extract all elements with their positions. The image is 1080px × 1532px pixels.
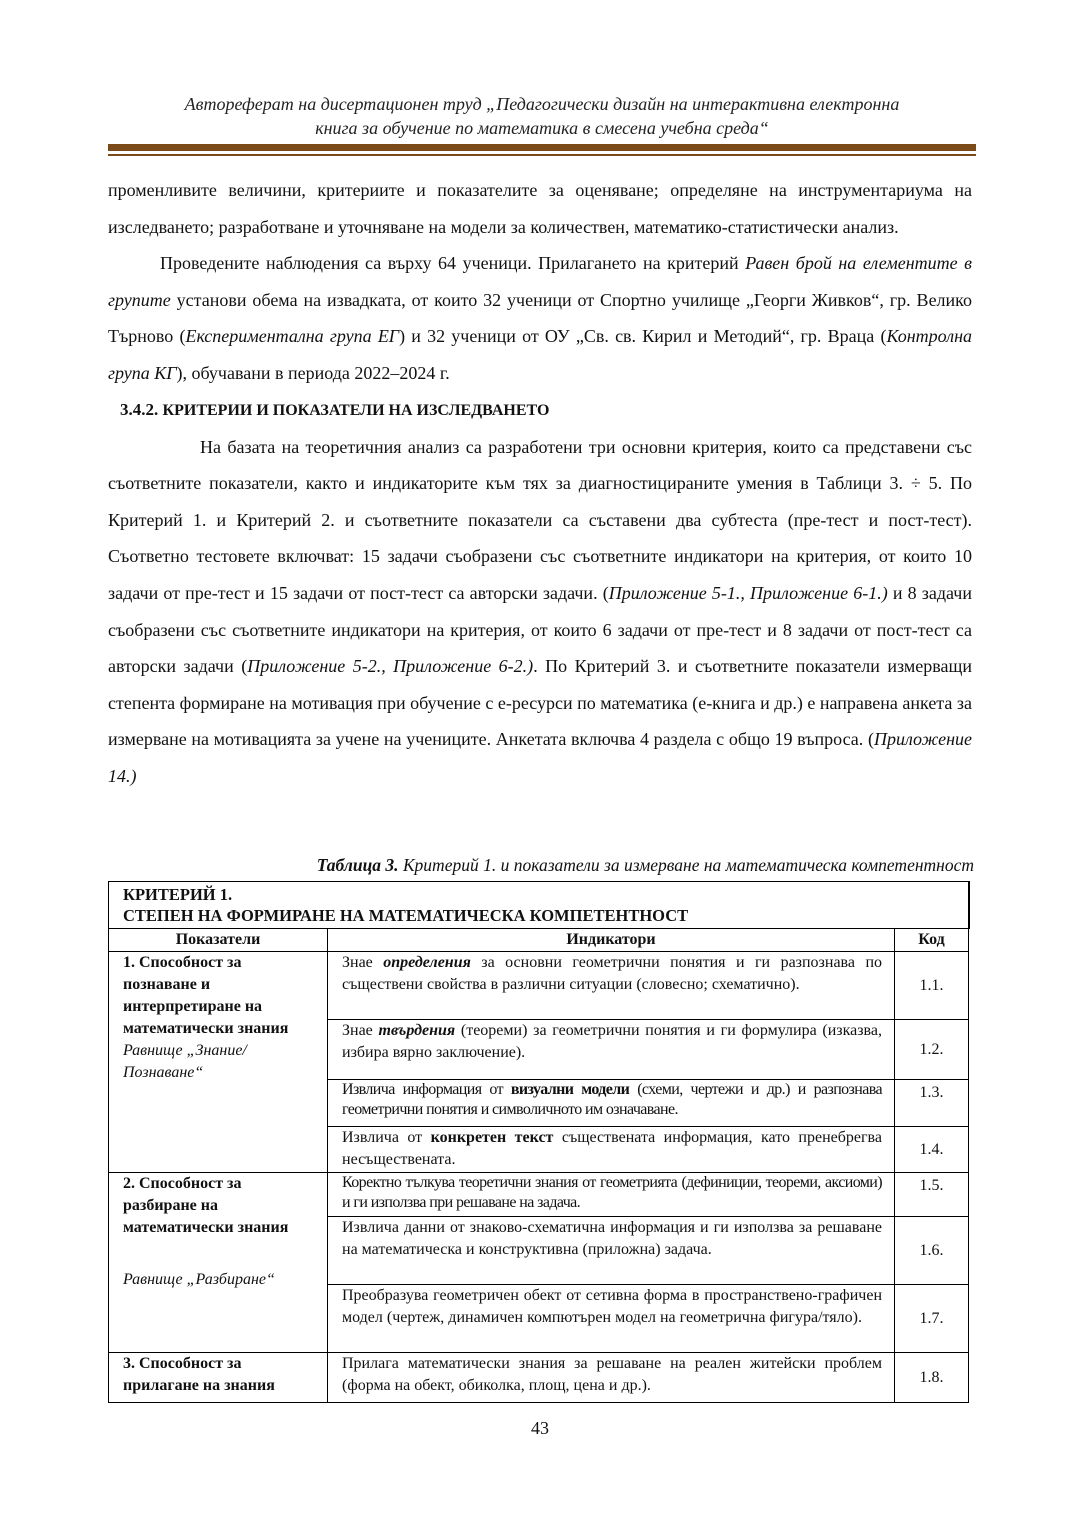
group-2-cell	[109, 1173, 328, 1353]
running-header	[108, 92, 976, 140]
indicator-1-1	[328, 952, 895, 1020]
group-1-level: Равнище „Знание/Познаване“	[123, 1042, 247, 1081]
table-title-row	[109, 882, 969, 929]
table-title-cell	[109, 882, 969, 929]
caption-text: Критерий 1. и показатели за измерване на математическа компетентност	[398, 855, 974, 875]
r1-a: Знае	[342, 954, 384, 971]
table-header-row	[109, 929, 969, 952]
code-1-3: 1.3.	[895, 1080, 969, 1127]
r2-a: Знае	[342, 1022, 379, 1039]
p3-text-2: и 8 задачи съобразени със съответните индикатори на критерия, от които 6 задачи от пре-тест и 8 задачи от пост-тест са авторски задачи (	[108, 582, 972, 677]
table-row	[109, 952, 969, 1020]
code-1-7: 1.7.	[895, 1285, 969, 1353]
table-title-1: КРИТЕРИЙ 1.	[123, 885, 233, 904]
section-number: 3.4.2.	[120, 399, 163, 419]
p2-italic-3: Контролна група КГ	[108, 326, 972, 383]
r3-c: (схеми, чертежи и др.) и разпознава геометрични понятия и символичното им означаване.	[342, 1081, 882, 1118]
indicator-1-3	[328, 1080, 895, 1127]
table-row	[109, 1353, 969, 1403]
criteria-table	[108, 881, 970, 1403]
p3-text-1: На базата на теоретичния анализ са разработени три основни критерия, които са представени със съответните показатели, както и индикаторите към тях за диагностицираните умения в Таблици 3. ÷ 5. По Критерий 1. и Критерий 2. и съответните показатели са съставени два субтеста (пре-тест и пост-тест). Съответно тестовете включват: 15 задачи съобразени със съответните индикатори на критерия, от които 10 задачи от пре-тест и 15 задачи от пост-тест са авторски задачи. (	[108, 436, 972, 603]
r2-b: твърдения	[378, 1022, 456, 1039]
p2-italic-2: Експериментална група ЕГ	[185, 326, 400, 347]
header-indicators: Показатели	[109, 929, 328, 952]
section-heading	[108, 392, 972, 429]
code-1-8: 1.8.	[895, 1353, 969, 1403]
group-3-cell: 3. Способност за прилагане на знания	[109, 1353, 328, 1403]
indicator-1-8: Прилага математически знания за решаване на реален житейски проблем (форма на обект, обиколка, площ, цена и др.).	[328, 1353, 895, 1403]
group-2-level: Равнище „Разбиране“	[123, 1271, 275, 1288]
header-rule-thin	[108, 154, 976, 156]
indicator-1-4	[328, 1127, 895, 1173]
paragraph-3	[108, 429, 972, 795]
indicator-1-7: Преобразува геометричен обект от сетивна форма в пространствено-графичен модел (чертеж, динамичен компютърен модел на геометрична фигура/тяло).	[328, 1285, 895, 1353]
code-1-2: 1.2.	[895, 1020, 969, 1080]
section-title: КРИТЕРИИ И ПОКАЗАТЕЛИ НА ИЗСЛЕДВАНЕТО	[162, 401, 550, 419]
indicator-1-5: Коректно тълкува теоретични знания от геометрията (дефиниции, теореми, аксиоми) и ги използва при решаване на задача.	[328, 1173, 895, 1217]
indicator-1-2	[328, 1020, 895, 1080]
table-title-2: СТЕПЕН НА ФОРМИРАНЕ НА МАТЕМАТИЧЕСКА КОМПЕТЕНТНОСТ	[123, 906, 689, 925]
p3-italic-2: Приложение 5-2., Приложение 6-2.)	[247, 656, 534, 677]
header-line-1: Автореферат на дисертационен труд „Педагогически дизайн на интерактивна електронна	[184, 94, 900, 114]
code-1-1: 1.1.	[895, 952, 969, 1020]
r1-c: за основни геометрични понятия и ги разпознава по съществени свойства в различни ситуации (словесно; схематично).	[342, 954, 883, 993]
r4-c: съществената информация, като пренебрегва несъществената.	[342, 1129, 882, 1168]
r1-b: определения	[383, 954, 471, 971]
group-1-cell	[109, 952, 328, 1173]
p2-text-1: Проведените наблюдения са върху 64 ученици. Прилагането на критерий	[160, 253, 746, 274]
code-1-6: 1.6.	[895, 1217, 969, 1285]
r4-a: Извлича от	[342, 1129, 431, 1146]
code-1-5: 1.5.	[895, 1173, 969, 1217]
indicator-1-6: Извлича данни от знаково-схематична информация и ги използва за решаване на математическа и конструктивна (приложна) задача.	[328, 1217, 895, 1285]
r4-b: конкретен текст	[430, 1129, 554, 1146]
group-2-name: 2. Способност за разбиране на математически знания	[123, 1175, 289, 1236]
p2-text-4: ), обучавани в периода 2022–2024 г.	[176, 362, 450, 383]
p2-text-3: ) и 32 ученици от ОУ „Св. св. Кирил и Методий“, гр. Враца (	[399, 326, 887, 347]
header-code: Код	[895, 929, 969, 952]
header-rule-thick	[108, 144, 976, 151]
r3-a: Извлича информация от	[342, 1081, 511, 1098]
body-text	[108, 172, 972, 795]
paragraph-1: променливите величини, критериите и показателите за оценяване; определяне на инструментариума на изследването; разработване и уточняване на модели за количествен, математико-статистически анализ.	[108, 180, 972, 237]
paragraph-2	[108, 245, 972, 391]
page-number: 43	[531, 1418, 549, 1438]
r2-c: (теореми) за геометрични понятия и ги формулира (изказва, избира вярно заключение).	[342, 1022, 883, 1061]
p3-text-3: . По Критерий 3. и съответните показатели измерващи степента формиране на мотивация при обучение с е-ресурси по математика (е-книга и др.) е направена анкета за измерване на мотивацията за учене на учениците. Анкетата включва 4 раздела с общо 19 въпроса. (	[108, 656, 973, 750]
header-indicator: Индикатори	[328, 929, 895, 952]
p2-text-2: установи обема на извадката, от които 32 ученици от Спортно училище „Георги Живков“, гр. Велико Търново (	[108, 289, 972, 347]
code-1-4: 1.4.	[895, 1127, 969, 1173]
r3-b: визуални модели	[510, 1081, 630, 1098]
p3-italic-3: Приложение 14.)	[108, 729, 972, 786]
p2-italic-1: Равен брой на елементите в групите	[108, 253, 972, 310]
group-1-name: 1. Способност за познаване и интерпретиране на математически знания	[123, 954, 289, 1037]
p3-italic-1: Приложение 5-1., Приложение 6-1.)	[608, 582, 888, 603]
table-row	[109, 1173, 969, 1217]
table-caption	[108, 853, 974, 877]
caption-label: Таблица 3.	[316, 855, 399, 875]
header-line-2: книга за обучение по математика в смесена учебна среда“	[315, 118, 769, 138]
